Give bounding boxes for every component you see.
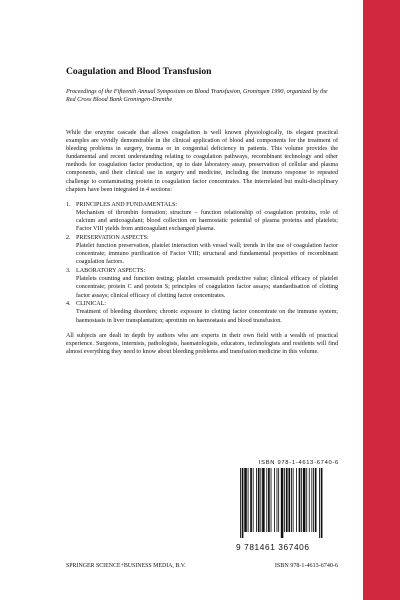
barcode-bar: [274, 468, 275, 532]
barcode-bar: [248, 468, 249, 532]
barcode-bar: [291, 468, 292, 532]
closing-paragraph: All subjects are dealt in depth by authors who are experts in their own field with a wealth of practical experience. Surgeons, internists, pathologists, haematologists, educators, technologists and residents will find almost everything they need to know about bleeding problems and transfusion medicine in this volume.: [66, 332, 338, 355]
barcode-bar: [311, 468, 312, 532]
section-text: Treatment of bleeding disorders; chronic exposure to clotting factor concentrate on the immune system; haemostasis in liver transplantation; aprotinin on haemostasis and blood transfusion.: [76, 309, 338, 324]
barcode-bar: [277, 468, 278, 532]
section-number: 4.: [66, 301, 71, 308]
barcode-block: [236, 460, 339, 538]
red-color-band: [363, 0, 400, 600]
section-number: 2.: [66, 234, 71, 241]
barcode-bar: [256, 468, 257, 532]
barcode-bar: [309, 468, 310, 532]
section-text: Platelets counting and function testing; platelet crossmatch predictive value; clinical efficacy of platelet concentrate; protein C and protein S; principles of coagulation factor assays; standardisation of clotting factor assays; clinical efficacy of clotting factor concentrates.: [76, 276, 338, 299]
section-item: [66, 201, 338, 234]
barcode-bar: [242, 468, 244, 538]
barcode-bar: [250, 468, 252, 532]
section-heading: PRINCIPLES AND FUNDAMENTALS:: [76, 201, 178, 208]
barcode-bar: [284, 468, 285, 532]
book-subtitle: Proceedings of the Fifteenth Annual Symposium on Blood Transfusion, Groningen 1990, organized by the Red Cross Blood Bank Groningen-Drenthe: [66, 87, 328, 104]
section-body: [76, 201, 338, 234]
section-heading: PRESERVATION ASPECTS:: [76, 234, 149, 241]
section-list: [66, 201, 338, 325]
barcode-bar: [260, 468, 261, 532]
section-item: [66, 267, 338, 300]
intro-paragraph: While the enzyme cascade that allows coagulation is well known physiologically, its elegant practical examples are vividly demonstrable in the clinical application of blood and components for the treatment of bleeding problems in surgery, trauma or in congenital deficiency in patients. This volume provides the fundamental and recent understanding relating to coagulation pathways, recombinant technology and other methods for coagulation factor production, up to date laboratory assay, preservation of cellular and plasma components, and their clinical use in surgery and medicine, including the immuno response to repeated challenge to contaminating protein in coagulation factor concentrates. The interrelated but multi-disciplinary chapters have been integrated in 4 sections:: [66, 129, 338, 193]
section-text: Mechanism of thrombin formation; structure – function relationship of coagulation proteins, role of calcium and anticoagulant; blood collection on haemostatic potential of plasma proteins and platelets; Factor VIII yields from anticoagulant exchanged plasma.: [76, 210, 338, 233]
barcode-bar: [313, 468, 314, 532]
barcode-bar: [253, 468, 254, 532]
barcode-bar: [299, 468, 301, 532]
barcode-bar: [244, 468, 247, 532]
section-heading: LABORATORY ASPECTS:: [76, 268, 146, 275]
section-item: [66, 300, 338, 324]
section-body: [76, 267, 338, 300]
barcode-bar: [293, 468, 294, 532]
barcode-bar: [296, 468, 297, 532]
barcode-bar: [319, 468, 320, 538]
book-title: Coagulation and Blood Transfusion: [66, 66, 212, 77]
barcode-bar: [306, 468, 307, 532]
section-heading: CLINICAL:: [76, 301, 107, 308]
barcode-digits: 9 781461 367406: [236, 542, 310, 552]
section-text: Platelet function preservation, platelet interaction with vessel wall; trends in the use of coagulation factor concentrate; immuno purification of Factor VIII; structural and fundamental properties of recombinant coagulation factors.: [76, 243, 338, 266]
barcode-bar: [271, 468, 272, 532]
barcode-bar: [301, 468, 302, 532]
back-cover-content: [66, 66, 338, 356]
barcode-bar: [262, 468, 265, 532]
barcode-bar: [268, 468, 270, 532]
section-body: [76, 234, 338, 267]
barcode-bar: [281, 468, 284, 538]
barcode-image: [236, 468, 339, 538]
publisher-name: SPRINGER SCIENCE+BUSINESS MEDIA, B.V.: [66, 563, 186, 569]
barcode-bar: [315, 468, 317, 532]
section-body: [76, 300, 338, 324]
barcode-bar: [321, 468, 323, 538]
section-item: [66, 234, 338, 267]
barcode-bar: [258, 468, 260, 532]
barcode-bar: [266, 468, 267, 532]
barcode-bar: [278, 468, 279, 532]
section-number: 3.: [66, 268, 71, 275]
isbn-number: ISBN 978-1-4613-6740-6: [274, 563, 338, 569]
barcode-bar: [303, 468, 306, 532]
section-number: 1.: [66, 201, 71, 208]
barcode-isbn-label: ISBN 978-1-4613-6740-6: [258, 460, 339, 466]
barcode-bar: [288, 468, 290, 532]
barcode-bar: [240, 468, 241, 538]
barcode-bar: [286, 468, 288, 532]
